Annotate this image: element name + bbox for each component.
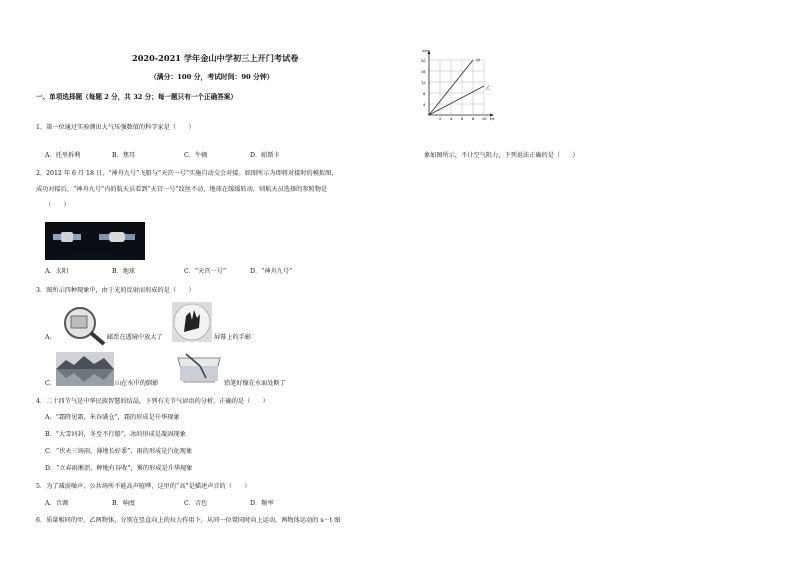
q4-option-d: D．“立春雨淅沥，种地有谷收”，雾的形成是升华现象 (45, 465, 193, 472)
q3-a-caption: 邮票在透镜中放大了 (107, 334, 163, 341)
q6-stem-line2: 象如图所示，不计空气阻力，下列说法正确的是（ ） (424, 152, 579, 159)
q4-option-b: B．“大雪河封，冬至不行船”，冰的形成是凝固现象 (45, 431, 186, 438)
q1-option-a: A．托里拆利 (45, 152, 81, 159)
q2-stem-line3: （ ） (45, 202, 70, 209)
q5-option-d: D．频率 (250, 500, 274, 507)
q5-option-b: B．响度 (112, 500, 136, 507)
q2-stem-line1: 2、2012 年 6 月 18 日，“神舟九号”飞船与“天宫一号”实施自动交会对接。如图所示为即将对接时的模拟图， (36, 170, 338, 177)
line-yi (429, 86, 484, 115)
x-tick-6: 6 (461, 117, 464, 121)
q2-option-d: D．“神舟九号” (250, 268, 293, 275)
q1-option-d: D．帕斯卡 (250, 152, 280, 159)
x-tick-8: 8 (472, 117, 475, 121)
x-axis-unit: t/s (490, 117, 495, 121)
y-tick-20: 20 (421, 59, 426, 63)
q3-d-pencil-image (174, 352, 224, 386)
x-tick-4: 4 (450, 117, 453, 121)
q5-option-a: A．音调 (45, 500, 69, 507)
q4-stem: 4．二十四节气是中华民族智慧的结晶，下列有关节气谚语的分析，正确的是（ ） (36, 398, 269, 405)
y-tick-4: 4 (423, 103, 426, 107)
q4-option-a: A．“霜降见霜，米谷满仓”，霜的形成是升华现象 (45, 414, 180, 421)
q1-option-b: B．焦耳 (112, 152, 136, 159)
q2-option-c: C．“天宫一号” (184, 268, 226, 275)
x-tick-2: 2 (439, 117, 442, 121)
q3-a-magnifier-image (56, 304, 108, 346)
label-yi: 乙 (486, 85, 491, 90)
st-graph (420, 46, 502, 126)
y-tick-8: 8 (423, 92, 426, 96)
q3-d-caption: 铅笔好像在水面处断了 (224, 380, 286, 387)
q2-option-a: A．太阳 (45, 268, 69, 275)
q3-c-reflection-image (56, 352, 114, 386)
q5-stem: 5．为了减弱噪声，公共场所不能高声喧哗，这里的“高”是描述声音的（ ） (36, 483, 251, 490)
x-tick-10: 10 (482, 117, 487, 121)
q3-a-label: A． (45, 334, 56, 341)
q3-c-label: C． (45, 380, 56, 387)
q6-stem-line1: 6．质量相同的甲、乙两物体，分别在竖直向上的拉力作用下，从同一位置同时向上运动，两物体运动的 s－t 图 (36, 517, 341, 524)
q2-option-b: B．地球 (112, 268, 136, 275)
q2-stem-line2: 成功对接后，“神舟九号”内的航天员看到“天宫一号”纹丝不动，地球在缓缓转动，则航天员选择的参照物是 (36, 186, 328, 193)
q2-spacecraft-image (45, 222, 145, 260)
q5-option-c: C．音色 (184, 500, 208, 507)
q3-stem: 3．图所示四种现象中，由于光的反射而形成的是（ ） (36, 287, 195, 294)
q1-stem: 1、第一位通过实验测出大气压强数值的科学家是（ ） (36, 124, 195, 131)
q3-c-caption: 山在水中的倒影 (115, 380, 159, 387)
y-tick-12: 12 (421, 81, 426, 85)
paper-subtitle: （满分：100 分，考试时间：90 分钟） (150, 73, 274, 81)
q1-option-c: C．牛顿 (184, 152, 208, 159)
section-heading: 一、单项选择题（每题 2 分，共 32 分；每一题只有一个正确答案） (36, 93, 237, 101)
q3-b-shadow-image (172, 302, 212, 342)
q4-option-c: C．“伏天三场雨，薄地长好黍”，雨的形成是汽化现象 (45, 448, 193, 455)
q3-b-caption: 屏幕上的手影 (214, 334, 252, 341)
label-jia: 甲 (476, 58, 481, 63)
y-tick-16: 16 (421, 70, 426, 74)
paper-title: 2020-2021 学年金山中学初三上开门考试卷 (132, 53, 299, 63)
y-axis-unit: s/m (422, 49, 429, 53)
